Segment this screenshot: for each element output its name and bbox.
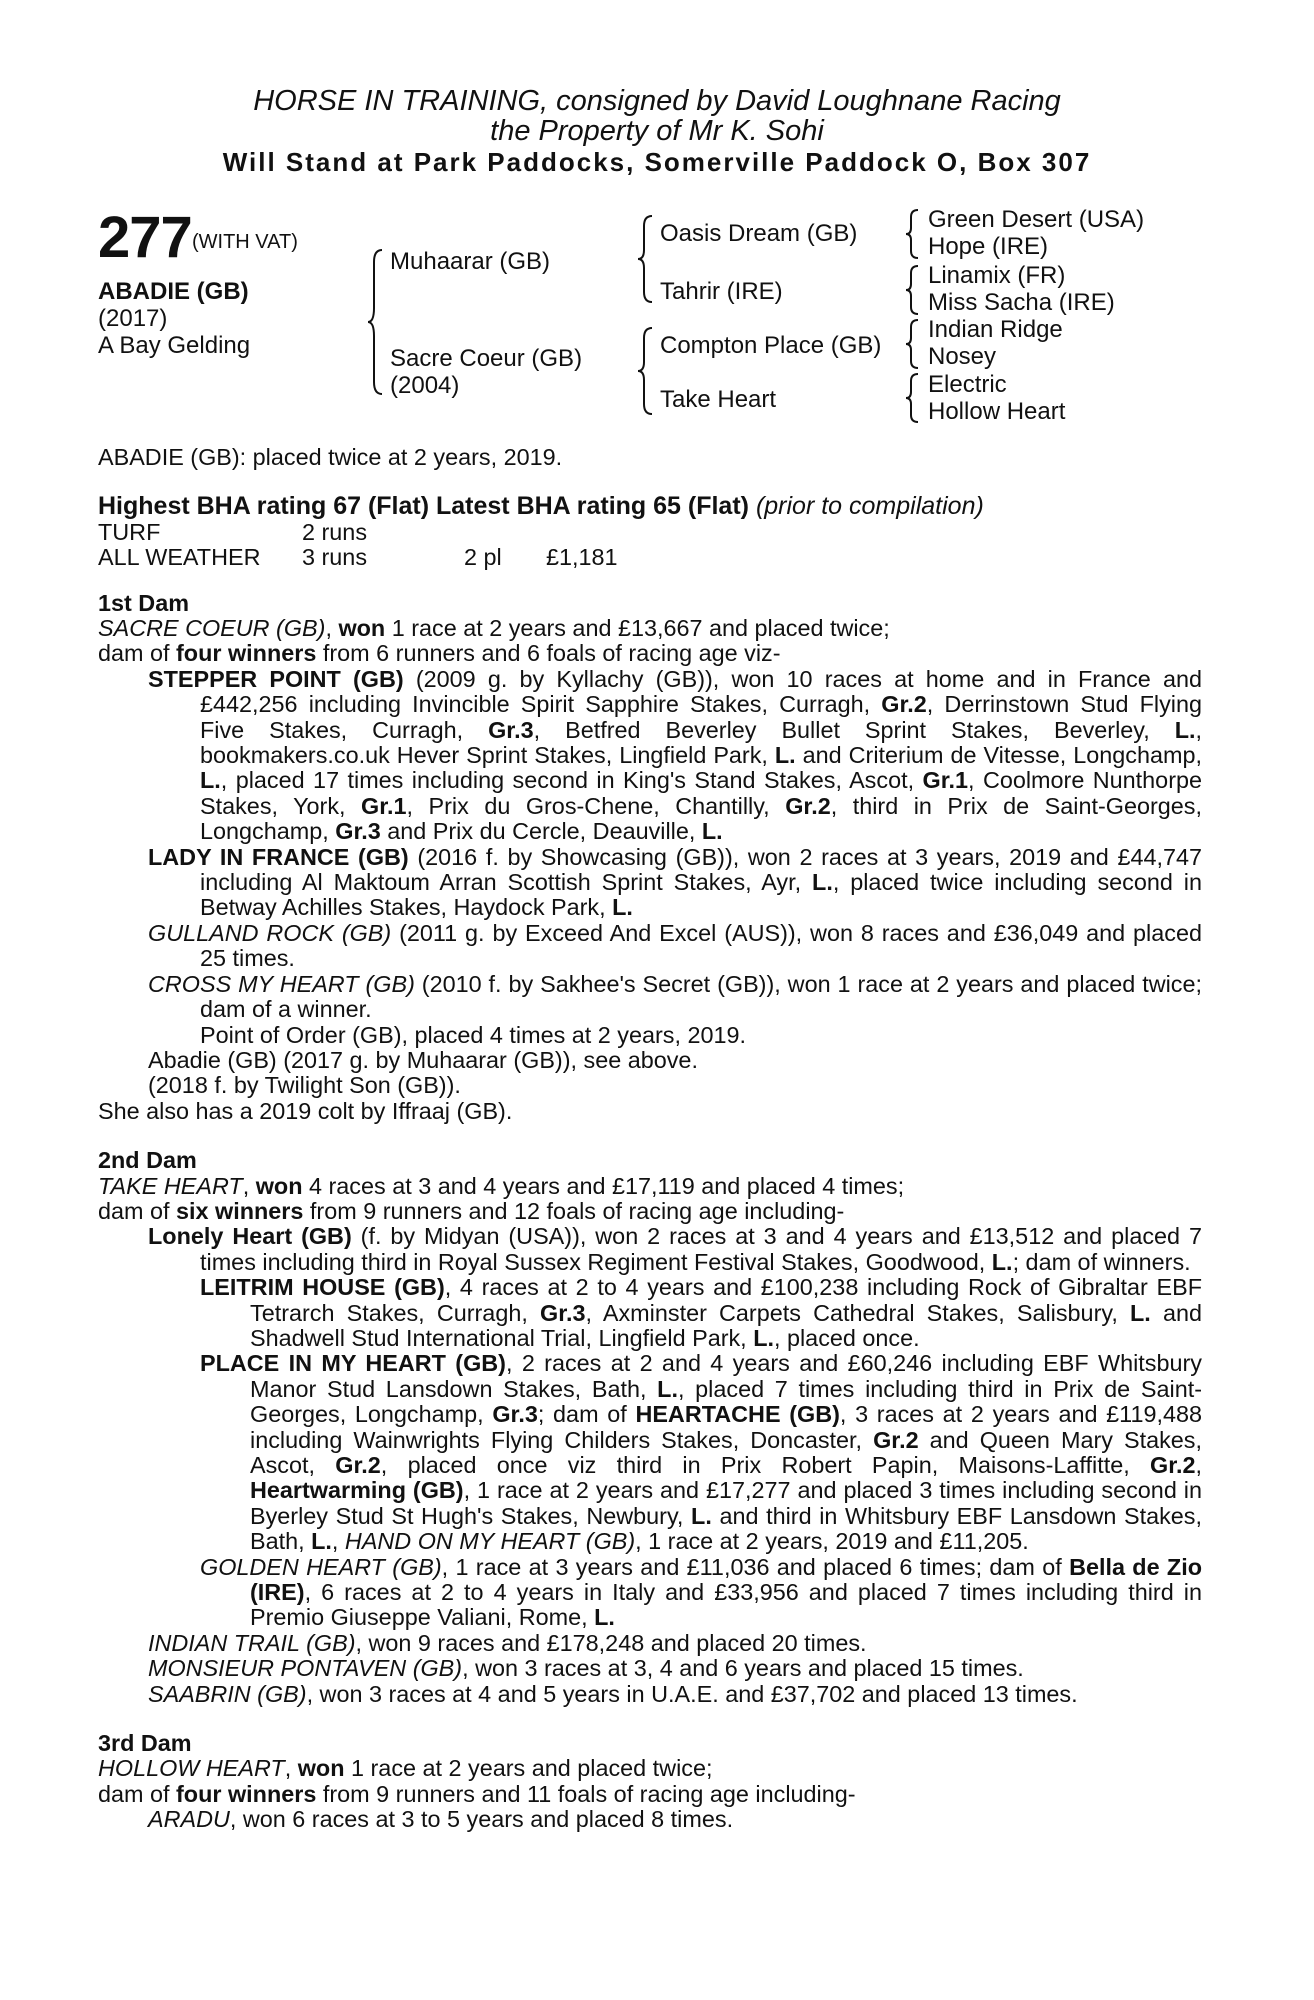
produce-leitrim-house: [98, 1275, 1202, 1351]
text-segment: (2010 f. by Sakhee's Secret (GB)), won 1 race at 2 years and placed twice; dam of a winner.: [200, 970, 1202, 1023]
horse-year: (2017): [98, 305, 168, 332]
text-segment: L.: [991, 1248, 1013, 1275]
winners-count: six winners: [176, 1197, 304, 1224]
text-segment: Gr.1: [922, 767, 969, 794]
ggp-nosey: Nosey: [928, 343, 997, 370]
runners-text: from 6 runners and 6 foals of racing age viz-: [316, 640, 781, 667]
third-dam-heading: 3rd Dam: [98, 1730, 192, 1757]
surface-label: TURF: [98, 518, 161, 545]
sire-line-brace: [636, 214, 658, 304]
text-segment: (f. by Midyan (USA)), won 2 races at 3 and 4 years and £13,512 and placed 7 times including third in Royal Sussex Regiment Festival Stakes, Goodwood,: [200, 1223, 1202, 1275]
text-segment: LADY IN FRANCE (GB): [148, 843, 409, 870]
first-dam-name: SACRE COEUR (GB): [98, 615, 326, 641]
text-segment: Gr.3: [488, 716, 534, 743]
text-segment: Gr.2: [785, 792, 831, 819]
runners-text: from 9 runners and 11 foals of racing age including-: [316, 1780, 856, 1807]
text-segment: L.: [311, 1528, 332, 1555]
dam-dam: Take Heart: [660, 386, 777, 413]
text-segment: , placed once viz third in Prix Robert Papin, Maisons-Laffitte,: [380, 1452, 1150, 1478]
won-label: won: [297, 1755, 345, 1782]
produce-indian-trail: [98, 1631, 1202, 1656]
text-segment: ; dam of winners.: [1012, 1248, 1191, 1275]
third-dam-record: HOLLOW HEART, won 1 race at 2 years and placed twice;: [98, 1755, 713, 1782]
text-segment: , Derrinstown Stud Flying Five Stakes, Curragh,: [200, 691, 1202, 743]
produce-abadie: Abadie (GB) (2017 g. by Muhaarar (GB)), see above.: [148, 1046, 698, 1073]
ggp-brace-3: [904, 318, 922, 370]
produce-aradu: [98, 1807, 1202, 1832]
race-record-turf: [98, 520, 1202, 545]
text-segment: L.: [701, 818, 723, 845]
dam-of-label: dam of: [98, 640, 177, 667]
produce-2019-colt: She also has a 2019 colt by Iffraaj (GB).: [98, 1097, 513, 1124]
text-segment: GULLAND ROCK (GB): [148, 919, 392, 946]
text-segment: Gr.3: [540, 1299, 586, 1326]
text-segment: L.: [612, 894, 633, 921]
vat-note: (WITH VAT): [192, 231, 298, 253]
produce-golden-heart: [98, 1555, 1202, 1631]
text-segment: Gr.2: [881, 691, 927, 718]
runs-count: 2 runs: [302, 518, 368, 545]
ggp-electric: Electric: [928, 371, 1007, 398]
text-segment: Gr.2: [873, 1426, 919, 1453]
performance-summary: ABADIE (GB): placed twice at 2 years, 2019.: [98, 444, 563, 470]
text-segment: L.: [657, 1375, 678, 1402]
ggp-indian-ridge: Indian Ridge: [928, 316, 1063, 343]
surface-label: ALL WEATHER: [98, 544, 261, 571]
text-segment: , placed 7 times including third in Prix de Saint-Georges, Longchamp,: [250, 1375, 1202, 1428]
text-segment: and third in Whitsbury EBF Lansdown Stakes, Bath,: [250, 1502, 1202, 1555]
lot-number: 277: [98, 205, 192, 270]
text-segment: , 1 race at 3 years and £11,036 and placed 6 times; dam of: [441, 1553, 1070, 1580]
text-segment: ,: [1195, 1452, 1203, 1478]
text-segment: ; dam of: [537, 1401, 636, 1428]
second-dam-record: TAKE HEART, won 4 races at 3 and 4 years and £17,119 and placed 4 times;: [98, 1172, 905, 1199]
produce-2018-filly: (2018 f. by Twilight Son (GB)).: [148, 1072, 461, 1099]
text-segment: , 1 race at 2 years, 2019 and £11,205.: [635, 1528, 1029, 1555]
text-segment: ARADU: [148, 1806, 230, 1833]
horse-description: A Bay Gelding: [98, 332, 251, 359]
bha-ratings-text: Highest BHA rating 67 (Flat) Latest BHA rating 65 (Flat): [98, 492, 749, 521]
text-segment: INDIAN TRAIL (GB): [148, 1629, 356, 1656]
produce-lady-in-france: [98, 845, 1202, 921]
text-segment: , 3 races at 2 years and £119,488 including Wainwrights Flying Childers Stakes, Doncaster,: [250, 1401, 1202, 1453]
horse-name: ABADIE (GB): [98, 278, 249, 305]
sire-sire: Oasis Dream (GB): [660, 220, 858, 247]
text-segment: , placed twice including second in Betway Achilles Stakes, Haydock Park,: [200, 869, 1202, 921]
text-segment: HEARTACHE (GB): [635, 1401, 840, 1428]
dam-line-brace: [636, 326, 658, 416]
ggp-brace-2: [904, 264, 922, 316]
text-segment: GOLDEN HEART (GB): [200, 1553, 442, 1580]
text-segment: STEPPER POINT (GB): [148, 665, 404, 692]
sire-name: Muhaarar (GB): [390, 248, 551, 275]
runs-count: 3 runs: [302, 544, 368, 571]
bha-ratings: [98, 494, 1202, 519]
text-segment: and Criterium de Vitesse, Longchamp,: [795, 742, 1202, 769]
text-segment: and Queen Mary Stakes, Ascot,: [250, 1426, 1202, 1478]
record-text: 4 races at 3 and 4 years and £17,119 and placed 4 times;: [302, 1172, 905, 1199]
text-segment: , placed once.: [773, 1324, 920, 1351]
record-text: 1 race at 2 years and placed twice;: [344, 1755, 713, 1782]
text-segment: LEITRIM HOUSE (GB): [200, 1274, 445, 1301]
text-segment: Gr.2: [335, 1452, 381, 1478]
text-segment: L.: [1174, 716, 1196, 743]
text-segment: Gr.1: [361, 792, 407, 819]
third-dam-name: HOLLOW HEART: [98, 1755, 285, 1782]
produce-stepper-point: [98, 667, 1202, 845]
text-segment: , 6 races at 2 to 4 years in Italy and £33,956 and placed 7 times including third in Premio Giuseppe Valiani, Rome,: [250, 1579, 1202, 1631]
text-segment: L.: [200, 767, 221, 794]
winners-count: four winners: [176, 640, 317, 667]
text-segment: L.: [691, 1502, 712, 1529]
grand-produce-point-of-order: Point of Order (GB), placed 4 times at 2 years, 2019.: [200, 1021, 747, 1048]
text-segment: , won 6 races at 3 to 5 years and placed 8 times.: [229, 1806, 734, 1833]
race-record-all-weather: [98, 545, 1202, 570]
ggp-linamix: Linamix (FR): [928, 262, 1066, 289]
dam-name: Sacre Coeur (GB): [390, 345, 583, 372]
second-dam-name: TAKE HEART: [98, 1172, 243, 1199]
text-segment: , placed 17 times including second in King's Stand Stakes, Ascot,: [220, 767, 923, 794]
first-dam-summary: [98, 641, 1202, 666]
text-segment: L.: [753, 1324, 774, 1351]
won-label: won: [255, 1172, 303, 1199]
ggp-brace-1: [904, 208, 922, 260]
sire-dam-brace: [366, 248, 388, 396]
text-segment: , Prix du Gros-Chene, Chantilly,: [406, 792, 786, 819]
text-segment: , bookmakers.co.uk Hever Sprint Stakes, Lingfield Park,: [200, 716, 1202, 769]
sire-dam: Tahrir (IRE): [660, 278, 783, 305]
dam-year: (2004): [390, 372, 460, 399]
winners-count: four winners: [176, 1780, 317, 1807]
text-segment: HAND ON MY HEART (GB): [344, 1528, 636, 1555]
ggp-brace-4: [904, 372, 922, 424]
text-segment: L.: [812, 869, 833, 896]
produce-place-in-my-heart: [98, 1351, 1202, 1554]
location-line: Will Stand at Park Paddocks, Somerville Paddock O, Box 307: [222, 147, 1092, 177]
produce-cross-my-heart: [98, 972, 1202, 1023]
text-segment: L.: [774, 742, 796, 769]
text-segment: , 1 race at 2 years and £17,277 and placed 3 times including second in Byerley Stud St Hugh's Stakes, Newbury,: [250, 1477, 1202, 1529]
ggp-miss-sacha: Miss Sacha (IRE): [928, 289, 1115, 316]
text-segment: , Axminster Carpets Cathedral Stakes, Salisbury,: [585, 1299, 1130, 1326]
prize-money: £1,181: [546, 544, 618, 571]
text-segment: L.: [594, 1604, 615, 1631]
ggp-hope: Hope (IRE): [928, 233, 1049, 260]
text-segment: ,: [331, 1528, 345, 1555]
text-segment: CROSS MY HEART (GB): [148, 970, 415, 997]
text-segment: , 4 races at 2 to 4 years and £100,238 including Rock of Gibraltar EBF Tetrarch Stakes, Curragh,: [250, 1274, 1202, 1326]
dam-sire: Compton Place (GB): [660, 332, 882, 359]
record-text: 1 race at 2 years and £13,667 and placed twice;: [385, 615, 890, 641]
text-segment: , Coolmore Nunthorpe Stakes, York,: [200, 767, 1202, 819]
text-segment: Bella de Zio (IRE): [250, 1553, 1202, 1606]
text-segment: , 2 races at 2 and 4 years and £60,246 including EBF Whitsbury Manor Stud Lansdown Stakes, Bath,: [250, 1350, 1202, 1402]
text-segment: Lonely Heart (GB): [148, 1223, 352, 1250]
produce-lonely-heart: [98, 1224, 1202, 1275]
text-segment: SAABRIN (GB): [148, 1680, 307, 1707]
property-line: the Property of Mr K. Sohi: [490, 115, 824, 147]
first-dam-record: SACRE COEUR (GB), won 1 race at 2 years and £13,667 and placed twice;: [98, 615, 890, 641]
produce-monsieur-pontaven: [98, 1656, 1202, 1681]
produce-saabrin: [98, 1682, 1202, 1707]
text-segment: MONSIEUR PONTAVEN (GB): [148, 1655, 463, 1682]
text-segment: L.: [1129, 1299, 1151, 1326]
bha-ratings-note: (prior to compilation): [755, 492, 984, 521]
text-segment: Gr.2: [1150, 1452, 1196, 1478]
second-dam-summary: [98, 1199, 1202, 1224]
text-segment: , won 3 races at 3, 4 and 6 years and placed 15 times.: [462, 1655, 1024, 1682]
text-segment: (2016 f. by Showcasing (GB)), won 2 races at 3 years, 2019 and £44,747 including Al Maktoum Arran Scottish Sprint Stakes, Ayr,: [200, 843, 1202, 896]
text-segment: Gr.3: [492, 1401, 538, 1428]
dam-of-label: dam of: [98, 1780, 177, 1807]
text-segment: Gr.3: [335, 818, 381, 845]
third-dam-summary: [98, 1782, 1202, 1807]
text-segment: , won 9 races and £178,248 and placed 20 times.: [355, 1629, 867, 1656]
text-segment: (2009 g. by Kyllachy (GB)), won 10 races at home and in France and £442,256 including Invincible Spirit Sapphire Stakes, Curragh,: [200, 665, 1202, 718]
text-segment: and Shadwell Stud International Trial, Lingfield Park,: [250, 1299, 1202, 1351]
text-segment: and Prix du Cercle, Deauville,: [380, 818, 702, 845]
text-segment: (2011 g. by Exceed And Excel (AUS)), won 8 races and £36,049 and placed 25 times.: [200, 919, 1202, 972]
ggp-green-desert: Green Desert (USA): [928, 206, 1145, 233]
ggp-hollow-heart: Hollow Heart: [928, 398, 1066, 425]
consignor-line: HORSE IN TRAINING, consigned by David Loughnane Racing: [253, 85, 1061, 117]
text-segment: PLACE IN MY HEART (GB): [200, 1350, 506, 1377]
text-segment: , Betfred Beverley Bullet Sprint Stakes, Beverley,: [533, 716, 1175, 743]
first-dam-heading: 1st Dam: [98, 589, 190, 616]
pedigree-notes: [98, 445, 1202, 1833]
placed-count: 2 pl: [464, 544, 502, 571]
won-label: won: [338, 615, 386, 641]
text-segment: , third in Prix de Saint-Georges, Longchamp,: [200, 792, 1202, 845]
text-segment: , won 3 races at 4 and 5 years in U.A.E. and £37,702 and placed 13 times.: [306, 1680, 1078, 1707]
dam-of-label: dam of: [98, 1197, 177, 1224]
runners-text: from 9 runners and 12 foals of racing age including-: [303, 1197, 845, 1224]
produce-gulland-rock: [98, 921, 1202, 972]
second-dam-heading: 2nd Dam: [98, 1147, 197, 1174]
text-segment: Heartwarming (GB): [250, 1477, 464, 1504]
